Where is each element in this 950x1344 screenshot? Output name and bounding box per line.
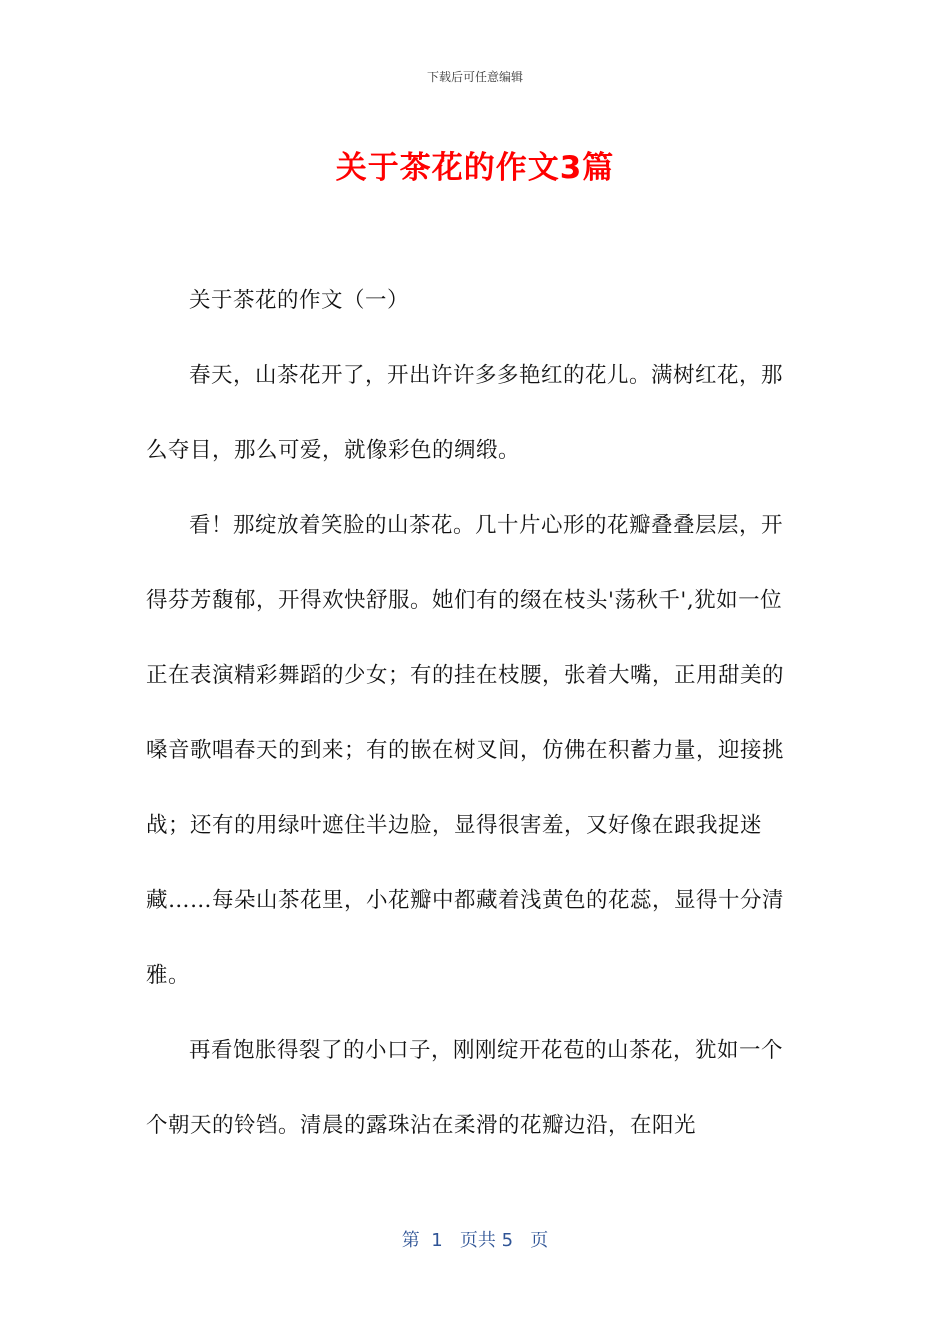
page-footer: 第 1 页共 5 页 [401, 1230, 549, 1251]
paragraph: 春天，山茶花开了，开出许许多多艳红的花儿。满树红花，那么夺目，那么可爱，就像彩色的绸缎。 [146, 363, 784, 463]
document-body [146, 263, 802, 1163]
paragraph: 再看饱胀得裂了的小口子，刚刚绽开花苞的山茶花，犹如一个个朝天的铃铛。清晨的露珠沾在柔滑的花瓣边沿，在阳光 [146, 1038, 784, 1138]
section-heading: 关于茶花的作文（一） [189, 288, 410, 313]
paragraph: 看！那绽放着笑脸的山茶花。几十片心形的花瓣叠叠层层，开得芬芳馥郁，开得欢快舒服。她们有的缀在枝头'荡秋千',犹如一位正在表演精彩舞蹈的少女；有的挂在枝腰，张着大嘴，正用甜美的嗓音歌唱春天的到来；有的嵌在树叉间，仿佛在积蓄力量，迎接挑战；还有的用绿叶遮住半边脸，显得很害羞，又好像在跟我捉迷藏……每朵山茶花里，小花瓣中都藏着浅黄色的花蕊，显得十分清雅。 [146, 513, 785, 988]
header-note: 下载后可任意编辑 [426, 70, 523, 84]
document-title: 关于茶花的作文3篇 [335, 150, 615, 186]
